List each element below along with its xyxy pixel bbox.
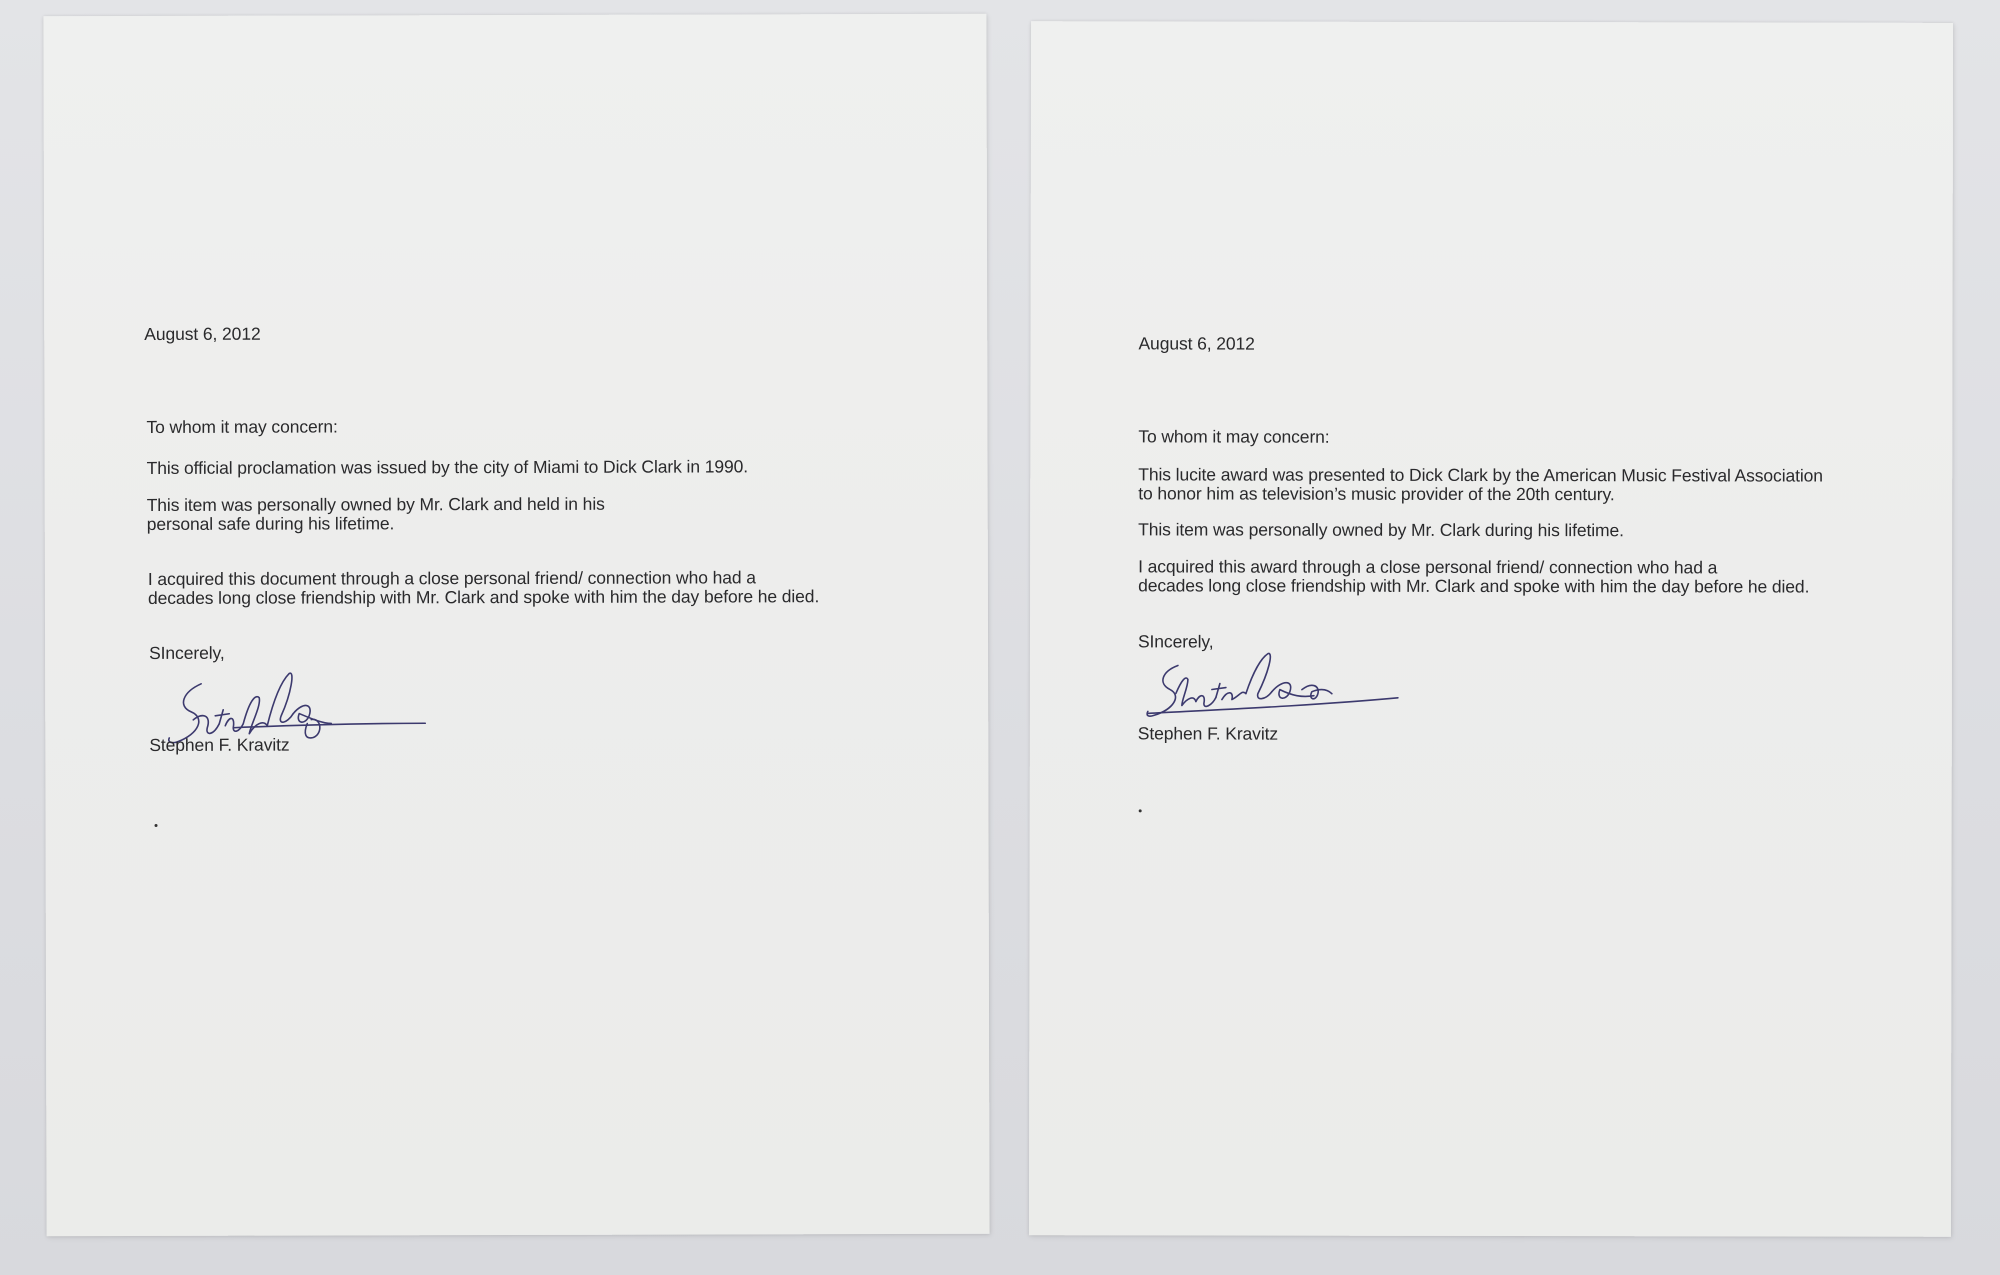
letter-salutation: To whom it may concern:	[1138, 426, 1330, 447]
paragraph-line: personal safe during his lifetime.	[146, 513, 395, 534]
letter-signer-name: Stephen F. Kravitz	[149, 734, 290, 755]
letter-closing: SIncerely,	[149, 642, 225, 663]
letter-paragraph-ownership	[147, 495, 605, 534]
letter-closing: SIncerely,	[1137, 631, 1214, 652]
letter-paragraph-proclamation: This official proclamation was issued by the city of Miami to Dick Clark in 1990.	[146, 456, 749, 478]
stray-period	[1139, 809, 1142, 812]
letter-date: August 6, 2012	[144, 323, 261, 344]
letter-paragraph-acquisition	[148, 568, 819, 608]
paragraph-line: I acquired this award through a close personal friend/ connection who had a	[1138, 556, 1718, 578]
letter-sheet-left	[43, 14, 989, 1236]
letter-sheet-right	[1029, 21, 1953, 1237]
paragraph-line: decades long close friendship with Mr. Clark and spoke with him the day before he died.	[1138, 575, 1810, 597]
paragraph-line: This item was personally owned by Mr. Clark and held in his	[146, 493, 605, 515]
letter-paragraph-acquisition	[1138, 557, 1809, 596]
letter-paragraph-ownership: This item was personally owned by Mr. Clark during his lifetime.	[1138, 519, 1624, 541]
letter-paragraph-award	[1138, 465, 1823, 504]
paragraph-line: This lucite award was presented to Dick Clark by the American Music Festival Association	[1138, 464, 1823, 486]
stray-period	[155, 824, 158, 827]
letter-signer-name: Stephen F. Kravitz	[1137, 723, 1279, 744]
letter-date: August 6, 2012	[1138, 333, 1255, 354]
paragraph-line: I acquired this document through a close personal friend/ connection who had a	[147, 567, 756, 589]
paragraph-line: to honor him as television’s music provider of the 20th century.	[1138, 483, 1615, 505]
paragraph-line: decades long close friendship with Mr. Clark and spoke with him the day before he died.	[147, 586, 820, 608]
letter-salutation: To whom it may concern:	[146, 416, 338, 437]
